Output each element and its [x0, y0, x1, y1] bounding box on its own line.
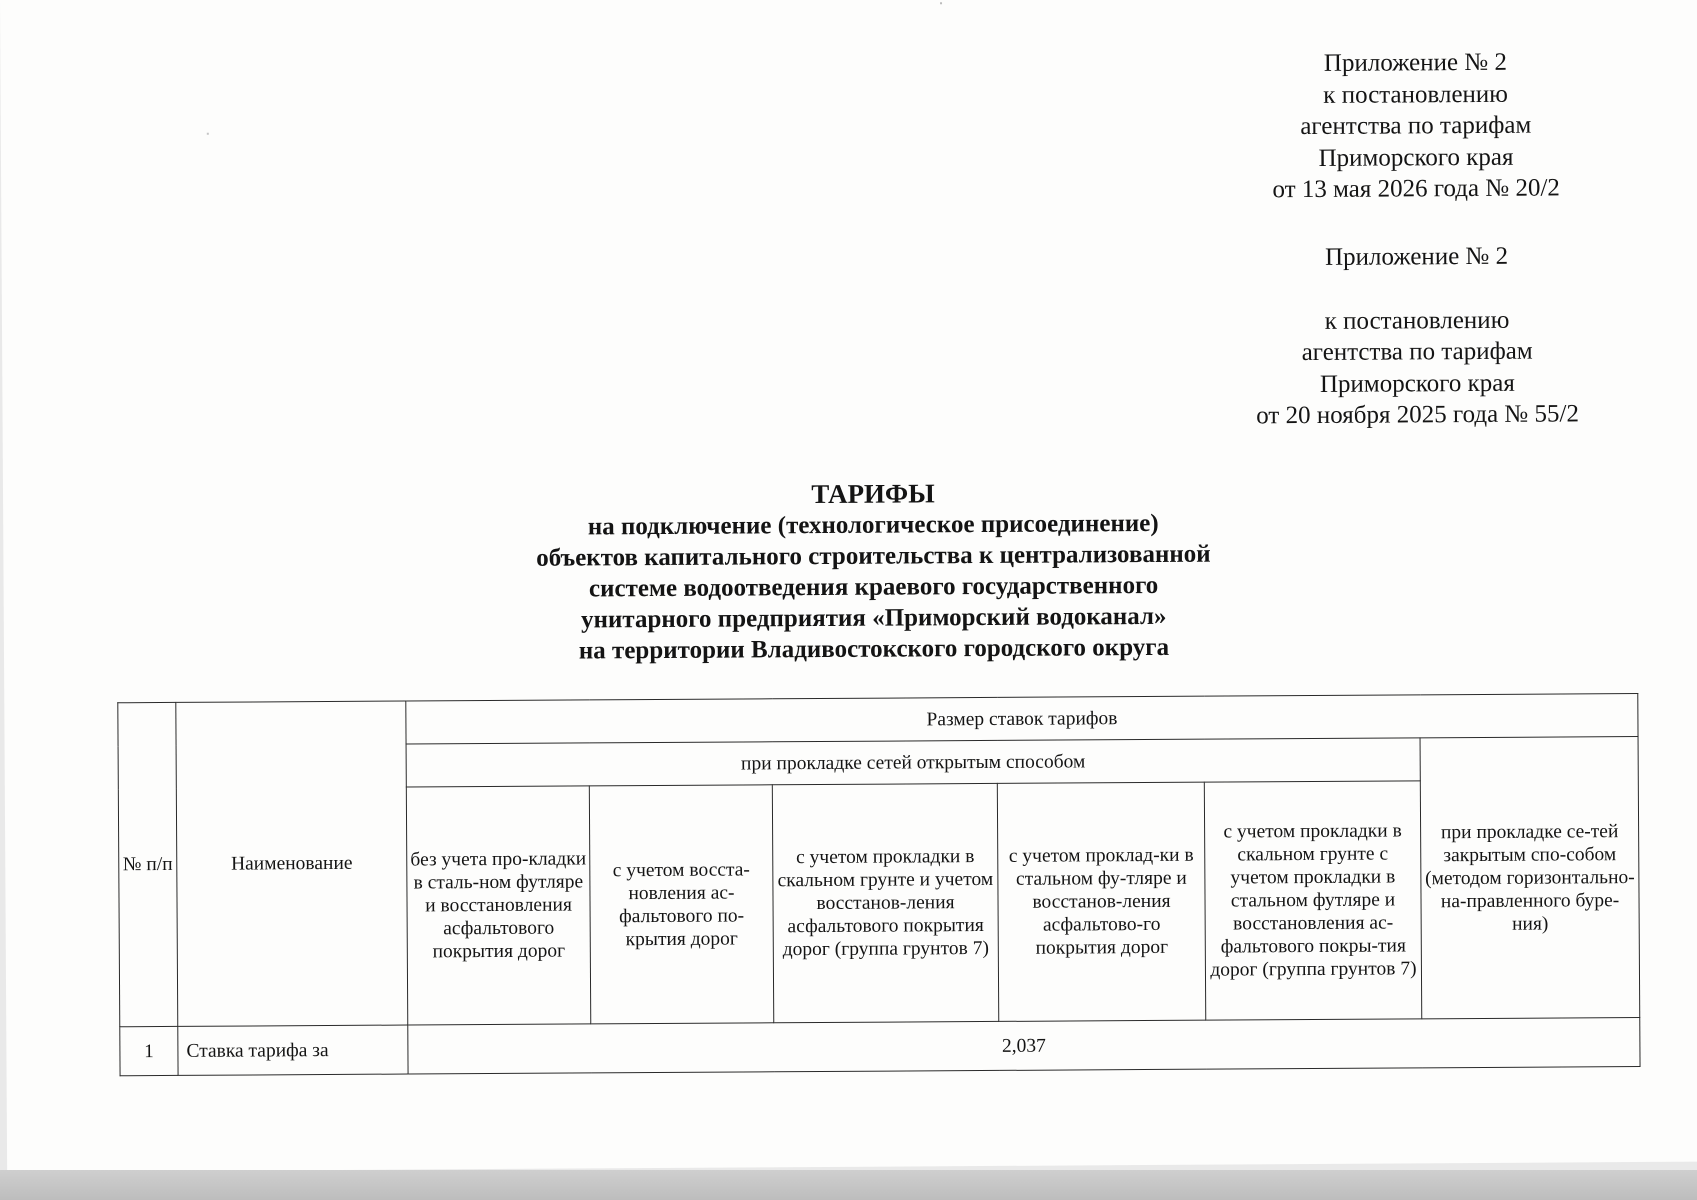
- appendix-current-block: [1230, 46, 1601, 206]
- appendix-heading: Приложение № 2: [1324, 242, 1509, 271]
- appendix-line: агентства по тарифам: [1301, 337, 1533, 367]
- header-number: № п/п: [118, 702, 178, 1026]
- row-number: 1: [120, 1026, 178, 1075]
- tariff-table: [117, 693, 1640, 1076]
- header-open-option-3: с учетом прокладки в скальном грунте и учетом восстанов-ления асфальтового покрытия дорог (группа грунтов 7): [772, 783, 998, 1022]
- appendix-line: к постановлению: [1324, 306, 1510, 335]
- header-open-option-1: без учета про-кладки в сталь-ном футляре и восстановления асфальтового покрытия дорог: [406, 786, 590, 1025]
- appendix-previous-block: [1212, 240, 1623, 432]
- header-closed-method: при прокладке се-тей закрытым спо-собом (методом горизонтально-на-правленного буре-ния): [1420, 737, 1640, 1019]
- title-line: унитарного предприятия «Приморский водоканал»: [580, 602, 1167, 634]
- header-open-option-5: с учетом прокладки в скальном грунте с учетом прокладки в стальном футляре и восстановления ас-фальтового покры-тия дорог (группа грунтов 7): [1204, 781, 1421, 1020]
- appendix-gap: [1212, 272, 1622, 307]
- title-line: системе водоотведения краевого государственного: [588, 571, 1159, 603]
- header-open-option-2: с учетом восста-новления ас-фальтового по-крытия дорог: [589, 785, 773, 1024]
- appendix-line: от 13 мая 2026 года № 20/2: [1272, 174, 1560, 204]
- header-open-option-4: с учетом проклад-ки в стальном фу-тляре и восстанов-ления асфальтово-го покрытия дорог: [997, 782, 1205, 1021]
- appendix-line: агентства по тарифам: [1300, 111, 1532, 141]
- title-line: объектов капитального строительства к централизованной: [536, 540, 1211, 572]
- document-title-block: [423, 476, 1324, 667]
- row-value: 2,037: [408, 1018, 1640, 1075]
- appendix-line: от 20 ноября 2025 года № 55/2: [1256, 400, 1580, 430]
- header-open-method-group: при прокладке сетей открытым способом: [406, 738, 1420, 787]
- row-name: Ставка тарифа за: [178, 1025, 408, 1075]
- appendix-line: к постановлению: [1323, 80, 1509, 109]
- appendix-line: Приморского края: [1318, 143, 1514, 172]
- scan-speck: [940, 2, 942, 4]
- scan-speck: [207, 133, 209, 135]
- title-line: на территории Владивостокского городского округа: [578, 633, 1170, 665]
- header-name: Наименование: [176, 701, 408, 1026]
- header-rates-group: Размер ставок тарифов: [406, 694, 1638, 745]
- table-row: [120, 1018, 1640, 1076]
- scanner-edge: [0, 1170, 1697, 1200]
- title-line: на подключение (технологическое присоединение): [587, 509, 1159, 541]
- document-title: ТАРИФЫ: [811, 478, 935, 510]
- appendix-line: Приморского края: [1319, 369, 1515, 398]
- appendix-line: Приложение № 2: [1323, 48, 1508, 77]
